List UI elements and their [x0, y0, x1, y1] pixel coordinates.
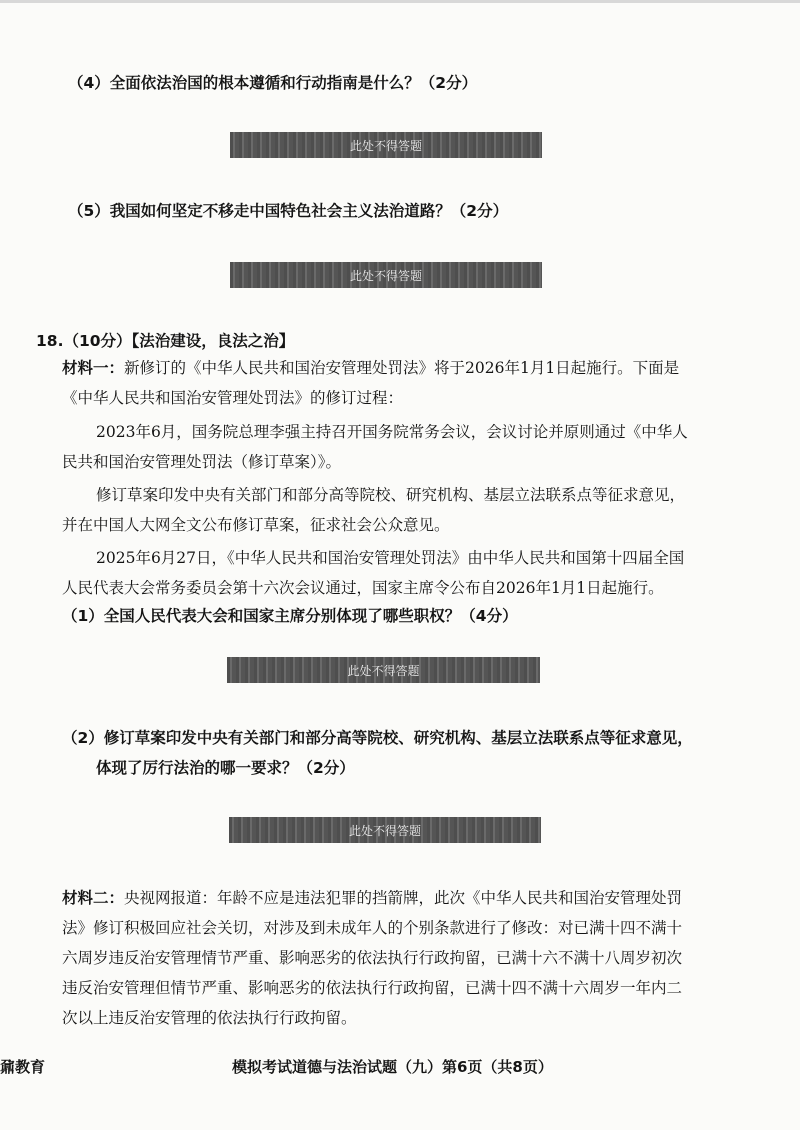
material1-line-3: 2023年6月，国务院总理李强主持召开国务院常务会议，会议讨论并原则通过《中华人	[96, 423, 688, 441]
material1-line-1: 材料一：新修订的《中华人民共和国治安管理处罚法》将于2026年1月1日起施行。下面是	[62, 359, 680, 377]
no-answer-zone-1: 此处不得答题	[230, 132, 542, 158]
material1-line-6: 并在中国人大网全文公布修订草案，征求社会公众意见。	[62, 516, 450, 534]
question-5: （5）我国如何坚定不移走中国特色社会主义法治道路？（2分）	[68, 202, 509, 220]
material1-lead: 材料一：	[62, 359, 125, 377]
question-18-score: （10分）	[63, 332, 132, 350]
no-answer-zone-3: 此处不得答题	[227, 657, 540, 683]
subquestion-1: （1）全国人民代表大会和国家主席分别体现了哪些职权？（4分）	[62, 607, 518, 625]
question-4: （4）全面依法治国的根本遵循和行动指南是什么？（2分）	[68, 74, 478, 92]
material2-line-5: 次以上违反治安管理的依法执行行政拘留。	[62, 1009, 357, 1027]
no-answer-zone-4: 此处不得答题	[229, 817, 541, 843]
material1-line-4: 民共和国治安管理处罚法（修订草案）》。	[62, 453, 342, 471]
material1-line-2: 《中华人民共和国治安管理处罚法》的修订过程：	[62, 389, 404, 407]
material2-line-2: 法》修订积极回应社会关切，对涉及到未成年人的个别条款进行了修改：对已满十四不满十	[62, 919, 683, 937]
subquestion-2-line-1: （2）修订草案印发中央有关部门和部分高等院校、研究机构、基层立法联系点等征求意见，	[62, 729, 693, 747]
material1-line-5: 修订草案印发中央有关部门和部分高等院校、研究机构、基层立法联系点等征求意见，	[96, 486, 686, 504]
material2-line-1: 材料二：央视网报道：年龄不应是违法犯罪的挡箭牌，此次《中华人民共和国治安管理处罚	[62, 889, 683, 907]
question-18-header	[36, 330, 294, 352]
material2-lead: 材料二：	[62, 889, 125, 907]
material1-line-8: 人民代表大会常务委员会第十六次会议通过，国家主席令公布自2026年1月1日起施行。	[62, 579, 664, 597]
footer-exam-title: 模拟考试道德与法治试题（九）	[232, 1058, 443, 1076]
page-top-edge	[0, 0, 800, 3]
question-18-number: 18.	[36, 332, 64, 350]
material1-line-7: 2025年6月27日，《中华人民共和国治安管理处罚法》由中华人民共和国第十四届全国	[96, 549, 685, 567]
footer-brand: 鼐教育	[0, 1058, 46, 1076]
question-18-title: 【法治建设，良法之治】	[131, 332, 295, 350]
no-answer-zone-2: 此处不得答题	[230, 262, 542, 288]
subquestion-2-line-2: 体现了厉行法治的哪一要求？（2分）	[96, 759, 355, 777]
footer-page-number: 第6页（共8页）	[442, 1058, 553, 1076]
material2-line-4: 违反治安管理但情节严重、影响恶劣的依法执行行政拘留，已满十四不满十六周岁一年内二	[62, 979, 683, 997]
material2-line-3: 六周岁违反治安管理情节严重、影响恶劣的依法执行行政拘留，已满十六不满十八周岁初次	[62, 949, 683, 967]
